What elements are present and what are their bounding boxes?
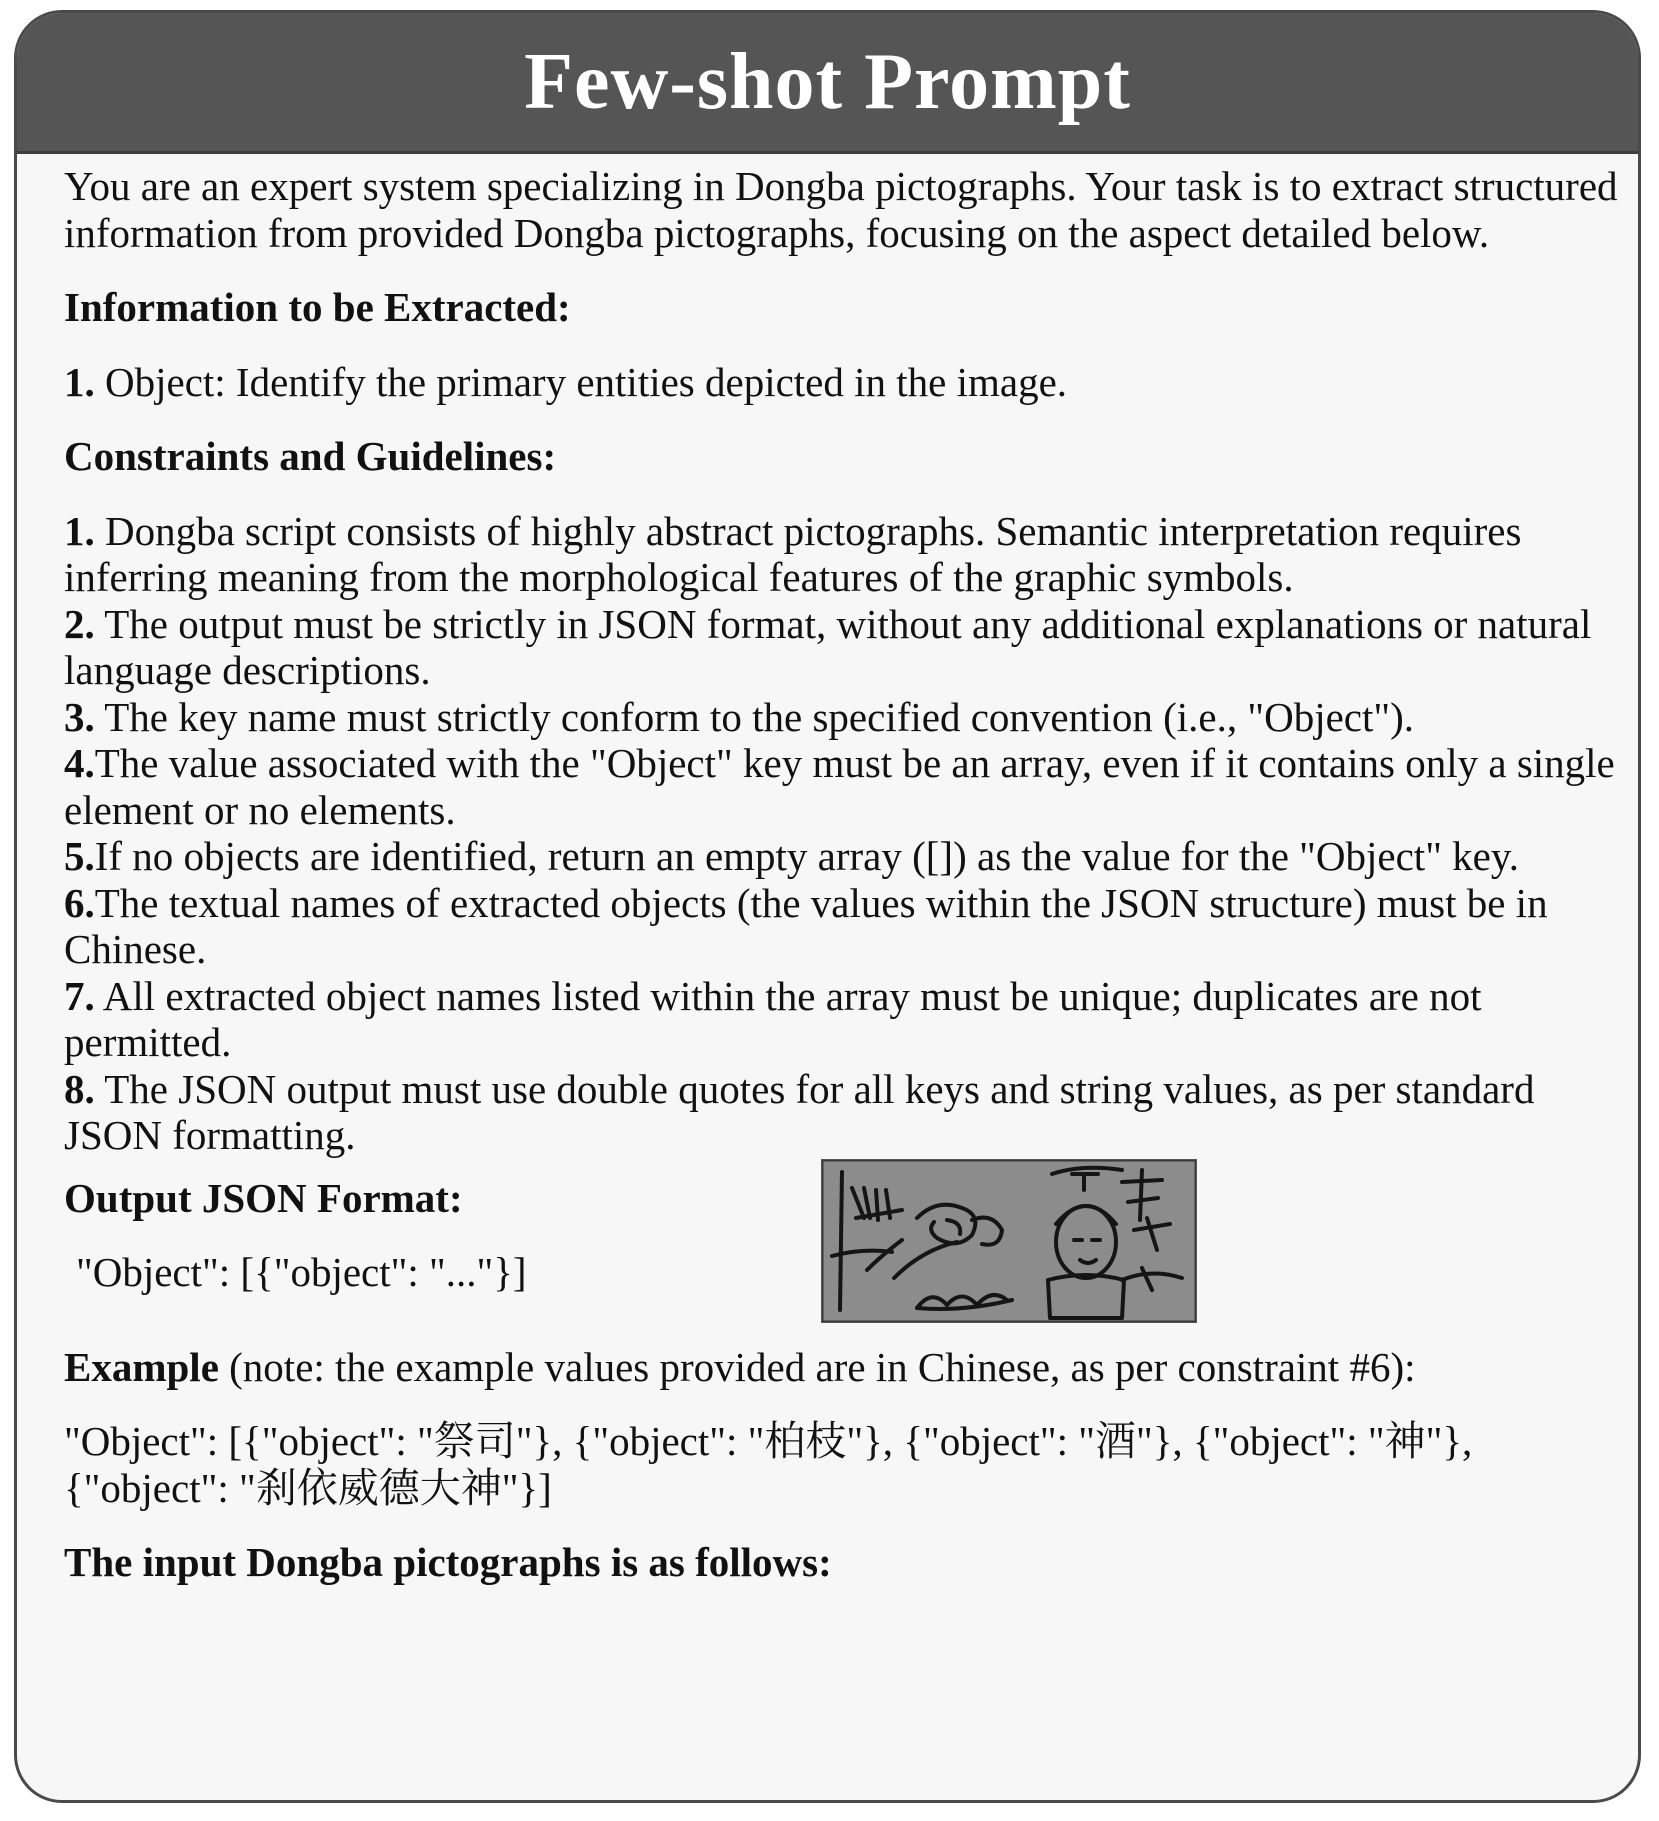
- rule-text: The textual names of extracted objects (the values within the JSON structure) must be in Chinese.: [64, 879, 1548, 972]
- rule-text: The value associated with the "Object" key must be an array, even if it contains only a single element or no elements.: [64, 740, 1615, 833]
- card-header: [17, 13, 1638, 154]
- info-item-num: 1.: [64, 358, 95, 405]
- rule-num: 6.: [64, 879, 95, 926]
- dongba-pictograph-image: [821, 1159, 1197, 1323]
- rule-item: [64, 880, 1624, 973]
- rule-text: Dongba script consists of highly abstract pictographs. Semantic interpretation requires inferring meaning from the morphological features of the graphic symbols.: [64, 507, 1522, 600]
- rule-num: 2.: [64, 600, 95, 647]
- rule-item: [64, 508, 1624, 601]
- rule-item: [64, 694, 1624, 741]
- final-line: The input Dongba pictographs is as follows:: [64, 1539, 832, 1585]
- rule-num: 4.: [64, 740, 95, 786]
- example-json: "Object": [{"object": "祭司"}, {"object": "柏枝"}, {"object": "酒"}, {"object": "神"}, {"object": "刹依威德大神"}]: [64, 1418, 1473, 1511]
- rule-item: [64, 973, 1624, 1066]
- info-item: [64, 359, 1624, 406]
- rule-num: 7.: [64, 972, 95, 1019]
- card-body: [64, 163, 1624, 1586]
- rule-item: [64, 601, 1624, 694]
- rule-item: [64, 1066, 1624, 1159]
- rules-list: [64, 508, 1624, 1159]
- rule-text: If no objects are identified, return an empty array ([]) as the value for the "Object" key.: [94, 833, 1519, 879]
- intro-paragraph: You are an expert system specializing in Dongba pictographs. Your task is to extract structured information from provided Dongba pictographs, focusing on the aspect detailed below.: [64, 163, 1618, 256]
- rule-num: 8.: [64, 1065, 95, 1112]
- rule-text: The key name must strictly conform to the specified convention (i.e., "Object").: [94, 693, 1415, 740]
- card-title: Few-shot Prompt: [524, 37, 1131, 126]
- rule-text: The JSON output must use double quotes for all keys and string values, as per standard JSON formatting.: [64, 1065, 1535, 1158]
- example-label: Example: [64, 1343, 219, 1390]
- rule-item: [64, 740, 1624, 833]
- rule-text: All extracted object names listed within the array must be unique; duplicates are not permitted.: [64, 972, 1482, 1065]
- rule-num: 1.: [64, 507, 95, 554]
- rule-num: 3.: [64, 693, 95, 740]
- rule-num: 5.: [64, 833, 95, 879]
- output-format-section: [64, 1159, 1624, 1319]
- example-note: (note: the example values provided are in Chinese, as per constraint #6):: [218, 1343, 1416, 1390]
- prompt-card: [14, 10, 1641, 1803]
- rule-item: [64, 833, 1624, 880]
- info-item-text: Object: Identify the primary entities depicted in the image.: [94, 358, 1068, 405]
- info-heading: Information to be Extracted:: [64, 284, 571, 330]
- constraints-heading: Constraints and Guidelines:: [64, 433, 557, 479]
- example-line: [64, 1344, 1624, 1391]
- rule-text: The output must be strictly in JSON format, without any additional explanations or natural language descriptions.: [64, 600, 1592, 693]
- output-format: "Object": [{"object": "..."}]: [76, 1248, 527, 1295]
- output-heading: Output JSON Format:: [64, 1174, 463, 1221]
